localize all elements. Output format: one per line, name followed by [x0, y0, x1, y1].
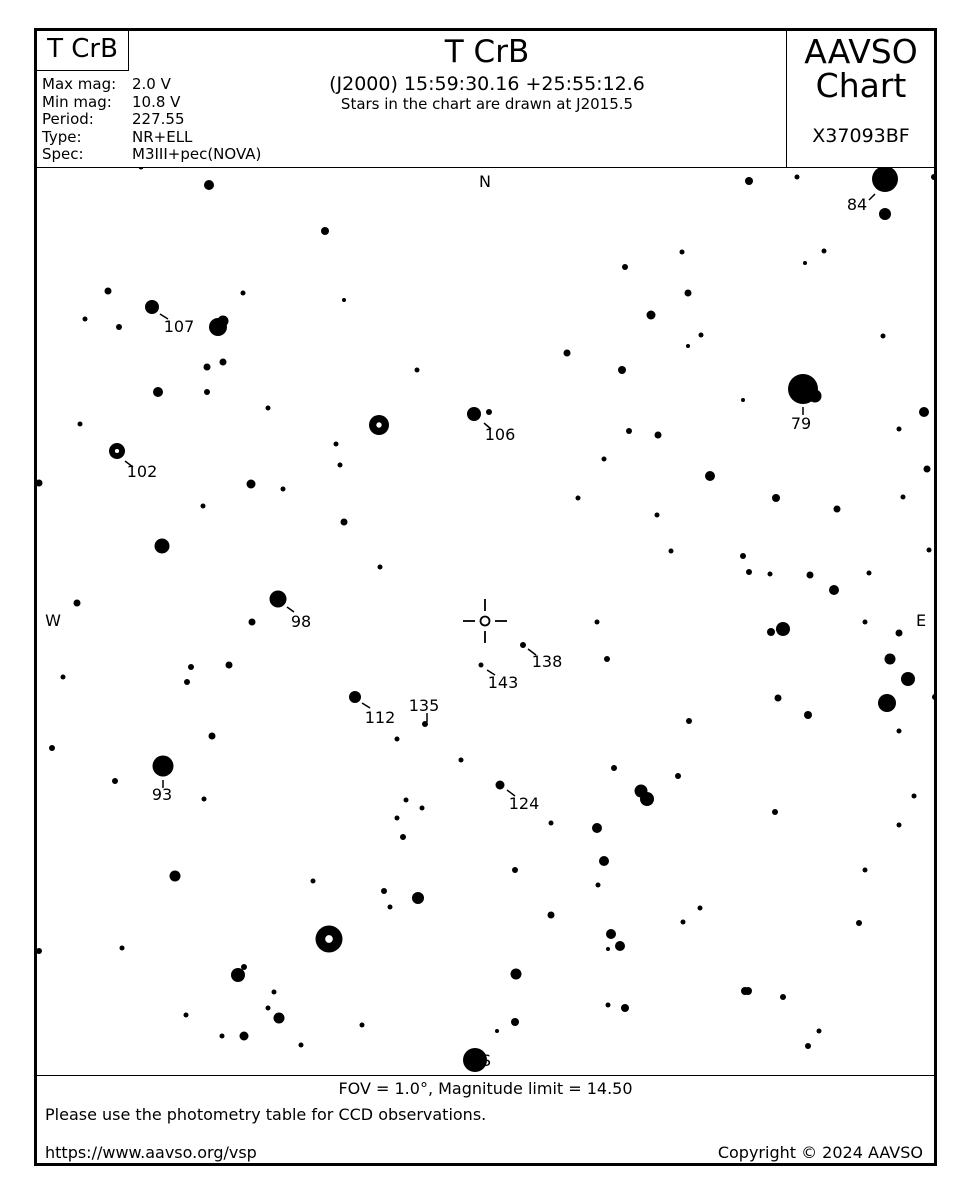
north-label: N — [479, 172, 491, 191]
star-dot — [467, 407, 481, 421]
info-label: Spec: — [42, 145, 84, 163]
star-dot — [772, 809, 778, 815]
star-dot — [311, 879, 316, 884]
star-dot — [496, 781, 505, 790]
star-dot — [201, 504, 206, 509]
star-dot — [626, 428, 632, 434]
star-dot — [924, 466, 931, 473]
info-label: Max mag: — [42, 75, 117, 93]
info-row-min-mag — [42, 94, 261, 112]
star-dot — [241, 291, 246, 296]
ccd-note: Please use the photometry table for CCD observations. — [45, 1105, 487, 1124]
star-dot — [809, 390, 822, 403]
star-dot — [685, 290, 692, 297]
star-dot — [804, 711, 812, 719]
comparison-label-102: 102 — [126, 462, 158, 481]
star-dot — [885, 654, 896, 665]
star-dot — [388, 905, 393, 910]
comparison-label-143: 143 — [487, 673, 519, 692]
chart-coordinates: (J2000) 15:59:30.16 +25:55:12.6 — [329, 73, 645, 95]
star-dot — [705, 471, 715, 481]
star-dot — [341, 519, 348, 526]
star-dot — [479, 663, 484, 668]
star-dot — [74, 600, 81, 607]
info-value: 2.0 V — [132, 75, 171, 93]
star-dot — [153, 756, 174, 777]
star-dot — [266, 1006, 271, 1011]
comparison-label-107: 107 — [163, 317, 195, 336]
chart-title: T CrB — [444, 34, 530, 70]
star-dot — [927, 548, 932, 553]
star-dot — [622, 264, 628, 270]
east-label: E — [915, 611, 927, 630]
west-label: W — [45, 611, 61, 630]
star-dot — [872, 167, 898, 192]
star-dot — [686, 718, 692, 724]
star-dot — [202, 797, 207, 802]
star-dot — [878, 694, 896, 712]
star-dot — [240, 1032, 249, 1041]
star-dot — [931, 174, 934, 180]
star-dot — [105, 288, 112, 295]
star-dot — [184, 1013, 189, 1018]
star-dot — [856, 920, 862, 926]
star-dot — [611, 765, 617, 771]
star-dot — [746, 569, 752, 575]
star-dot — [602, 457, 607, 462]
star-dot — [486, 409, 492, 415]
star-ring — [114, 448, 119, 453]
star-dot — [897, 427, 902, 432]
star-dot — [204, 389, 210, 395]
star-field — [37, 167, 934, 1075]
info-row-max-mag — [42, 76, 261, 94]
info-value: M3III+pec(NOVA) — [132, 145, 262, 163]
star-dot — [772, 494, 780, 502]
star-dot — [867, 571, 872, 576]
star-dot — [459, 758, 464, 763]
star-dot — [698, 906, 703, 911]
star-dot — [669, 549, 674, 554]
star-dot — [606, 1003, 611, 1008]
star-dot — [511, 1018, 519, 1026]
star-dot — [817, 1029, 822, 1034]
star-dot — [897, 729, 902, 734]
star-dot — [780, 994, 786, 1000]
star-dot — [334, 442, 339, 447]
star-name-box: T CrB — [37, 31, 129, 71]
info-label: Period: — [42, 110, 94, 128]
comparison-label-84: 84 — [846, 195, 868, 214]
star-dot — [768, 572, 773, 577]
star-dot — [848, 167, 854, 168]
info-row-type — [42, 129, 261, 147]
star-dot — [863, 620, 868, 625]
star-dot — [741, 398, 745, 402]
star-dot — [576, 496, 581, 501]
star-dot — [564, 350, 571, 357]
star-dot — [912, 794, 917, 799]
info-label: Min mag: — [42, 92, 112, 111]
star-dot — [897, 823, 902, 828]
copyright-text: Copyright © 2024 AAVSO — [717, 1143, 923, 1162]
star-dot — [512, 867, 518, 873]
star-dot — [647, 311, 656, 320]
vsp-link[interactable]: https://www.aavso.org/vsp — [45, 1143, 257, 1162]
chart-epoch-note: Stars in the chart are drawn at J2015.5 — [340, 95, 634, 113]
star-dot — [655, 513, 660, 518]
star-dot — [218, 316, 229, 327]
info-value: 10.8 V — [132, 92, 181, 111]
comparison-label-124: 124 — [508, 794, 540, 813]
star-dot — [226, 662, 233, 669]
star-dot — [61, 675, 66, 680]
star-dot — [686, 344, 690, 348]
south-label: S — [480, 1051, 492, 1070]
star-dot — [681, 920, 686, 925]
star-dot — [170, 871, 181, 882]
comparison-label-112: 112 — [364, 708, 396, 727]
star-dot — [548, 912, 555, 919]
star-dot — [919, 407, 929, 417]
star-dot — [415, 368, 420, 373]
star-dot — [249, 619, 256, 626]
star-dot — [863, 868, 868, 873]
star-dot — [932, 694, 934, 700]
star-dot — [120, 946, 125, 951]
comparison-label-135: 135 — [408, 696, 440, 715]
star-dot — [153, 387, 163, 397]
comparison-label-93: 93 — [151, 785, 173, 804]
star-dot — [595, 620, 600, 625]
aavso-chart — [34, 28, 937, 1166]
star-dot — [112, 778, 118, 784]
star-dot — [231, 968, 245, 982]
star-dot — [241, 964, 247, 970]
star-dot — [274, 1013, 285, 1024]
star-dot — [776, 622, 790, 636]
star-dot — [188, 664, 194, 670]
star-dot — [145, 300, 159, 314]
star-dot — [881, 334, 886, 339]
star-dot — [604, 656, 610, 662]
star-dot — [621, 1004, 629, 1012]
comparison-label-138: 138 — [531, 652, 563, 671]
star-dot — [615, 941, 625, 951]
star-dot — [829, 585, 839, 595]
star-dot — [338, 463, 343, 468]
star-dot — [272, 990, 277, 995]
star-dot — [378, 565, 383, 570]
chart-id: X37093BF — [812, 125, 910, 147]
star-dot — [155, 539, 170, 554]
star-dot — [78, 422, 83, 427]
comparison-label-106: 106 — [484, 425, 516, 444]
star-dot — [49, 745, 55, 751]
star-dot — [381, 888, 387, 894]
star-info — [42, 76, 261, 164]
star-dot — [495, 1029, 499, 1033]
info-value: NR+ELL — [132, 127, 193, 146]
star-dot — [901, 495, 906, 500]
star-dot — [37, 948, 42, 954]
label-leader-line — [869, 194, 875, 200]
star-dot — [805, 1043, 811, 1049]
star-dot — [606, 929, 616, 939]
comparison-label-79: 79 — [790, 414, 812, 433]
chart-header — [37, 31, 934, 168]
star-dot — [395, 816, 400, 821]
star-dot — [420, 806, 425, 811]
star-dot — [592, 823, 602, 833]
star-dot — [139, 167, 144, 170]
star-dot — [209, 733, 216, 740]
star-ring — [325, 935, 334, 944]
star-dot — [520, 642, 526, 648]
star-dot — [803, 261, 807, 265]
star-ring — [376, 422, 382, 428]
star-dot — [795, 175, 800, 180]
info-row-spec — [42, 146, 261, 164]
star-dot — [400, 834, 406, 840]
star-dot — [699, 333, 704, 338]
star-dot — [549, 821, 554, 826]
star-dot — [220, 1034, 225, 1039]
star-dot — [775, 695, 782, 702]
comparison-label-98: 98 — [290, 612, 312, 631]
star-dot — [596, 883, 601, 888]
info-label: Type: — [42, 127, 82, 146]
star-dot — [675, 773, 681, 779]
star-dot — [879, 208, 891, 220]
star-dot — [247, 480, 256, 489]
aavso-box — [786, 31, 935, 167]
star-dot — [767, 628, 775, 636]
star-dot — [412, 892, 424, 904]
star-dot — [599, 856, 609, 866]
star-dot — [655, 432, 662, 439]
info-row-period — [42, 111, 261, 129]
fov-text: FOV = 1.0°, Magnitude limit = 14.50 — [338, 1079, 633, 1098]
star-dot — [395, 737, 400, 742]
aavso-chart-label: AAVSO Chart — [804, 32, 918, 105]
star-dot — [270, 591, 287, 608]
star-dot — [511, 969, 522, 980]
info-value: 227.55 — [132, 110, 185, 128]
star-dot — [901, 672, 915, 686]
star-dot — [807, 572, 814, 579]
star-dot — [37, 480, 43, 487]
star-dot — [834, 506, 841, 513]
star-dot — [745, 177, 753, 185]
star-dot — [680, 250, 685, 255]
chart-footer — [37, 1075, 934, 1164]
star-dot — [220, 359, 227, 366]
star-dot — [281, 487, 286, 492]
star-dot — [204, 180, 214, 190]
star-dot — [204, 364, 211, 371]
star-dot — [360, 1023, 365, 1028]
chart-title-block — [287, 33, 687, 113]
star-dot — [116, 324, 122, 330]
star-dot — [299, 1043, 304, 1048]
star-dot — [618, 366, 626, 374]
star-dot — [404, 798, 409, 803]
star-dot — [896, 630, 903, 637]
star-dot — [342, 298, 346, 302]
star-dot — [606, 947, 610, 951]
star-dot — [349, 691, 361, 703]
star-dot — [184, 679, 190, 685]
star-dot — [640, 792, 654, 806]
star-dot — [740, 553, 746, 559]
star-dot — [822, 249, 827, 254]
target-star-marker — [463, 599, 507, 643]
star-dot — [744, 987, 752, 995]
star-dot — [83, 317, 88, 322]
star-dot — [266, 406, 271, 411]
star-dot — [321, 227, 329, 235]
